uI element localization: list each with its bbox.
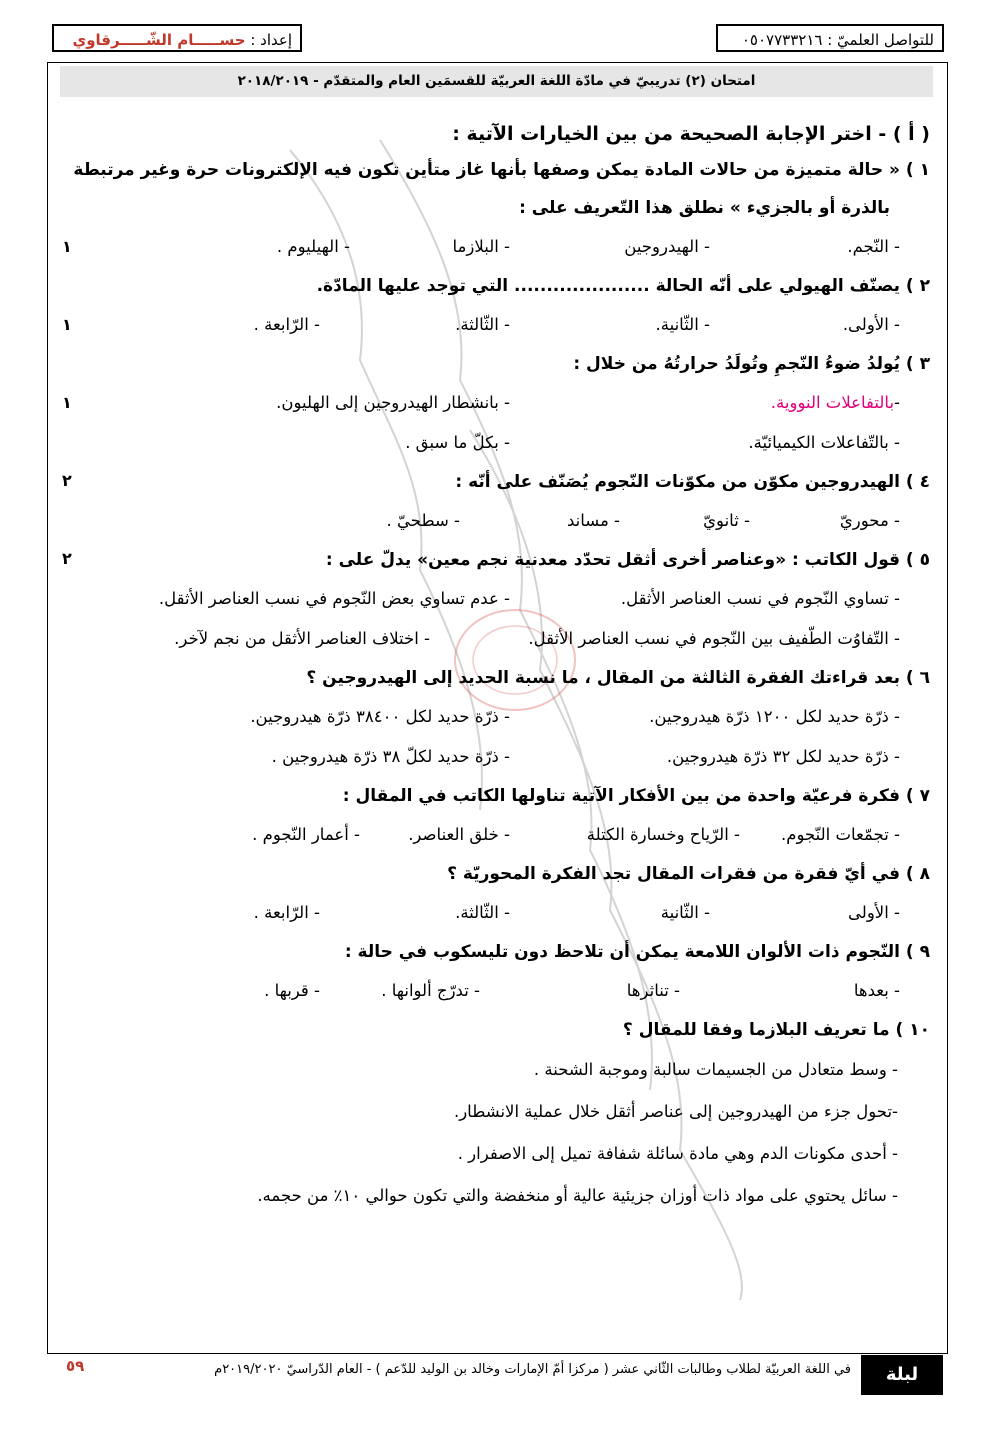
option[interactable]: - الأولى [848,903,900,922]
score: ١ [62,237,72,256]
question-3-options-b [60,423,930,463]
option[interactable]: - الثّانية. [655,315,710,334]
option[interactable]: - بكلّ ما سبق . [405,433,510,452]
option[interactable] [771,383,900,423]
question-1: ١ ) « حالة متميزة من حالات المادة يمكن وصفها بأنها غاز متأين تكون فيه الإلكترونات حرة وغير مرتبطة [73,160,930,180]
score: ٢ [62,471,72,490]
option[interactable]: - ثانويّ [703,511,750,530]
option[interactable]: - محوريّ [839,511,900,530]
option[interactable]: - أحدى مكونات الدم وهي مادة سائلة شفافة تميل إلى الاصفرار . [457,1144,898,1163]
option[interactable]: - قربها . [264,981,320,1000]
question-6-options-b [60,737,930,777]
exam-title: امتحان (٢) تدريبيّ في مادّة اللغة العربيّة للقسمَين العام والمتقدّم - ٢٠١٨/٢٠١٩ [60,66,933,97]
option[interactable]: - البلازما [452,237,510,256]
option[interactable]: - الثّالثة. [455,315,510,334]
page-number: ٥٩ [66,1357,85,1375]
score: ٢ [62,549,72,568]
option[interactable]: - اختلاف العناصر الأثقل من نجم لآخر. [174,629,430,648]
author-label: إعداد : [250,31,292,49]
question-4: ٤ ) الهيدروجين مكوّن من مكوّنات النّجوم يُصَنّف على أنّه : [455,472,930,492]
question-1-options [60,227,930,267]
option[interactable]: - بانشطار الهيدروجين إلى الهليون. [276,393,510,412]
question-6: ٦ ) بعد قراءتك الفقرة الثالثة من المقال ، ما نسبة الحديد إلى الهيدروجين ؟ [306,668,930,688]
option[interactable]: - الرّابعة . [253,903,320,922]
question-10: ١٠ ) ما تعريف البلازما وفقا للمقال ؟ [622,1020,930,1040]
brand-badge: لبلة الامتحان [861,1355,943,1395]
option[interactable]: - بعدها [853,981,900,1000]
footer-text: في اللغة العربيّة لطلاب وطالبات الثّاني عشر ( مركزا أمّ الإمارات وخالد بن الوليد للدّعم ) - العام الدّراسيّ ٢٠١٩/٢٠٢٠م [214,1362,851,1377]
option[interactable]: - تجمّعات النّجوم. [781,825,900,844]
footer [50,1355,943,1425]
option[interactable]: - الأولى. [842,315,900,334]
option[interactable]: - سطحيّ . [386,511,460,530]
option[interactable]: - ذرّة حديد لكلّ ٣٨ ذرّة هيدروجين . [271,747,510,766]
option[interactable]: - الرّابعة . [253,315,320,334]
option[interactable]: - الثّالثة. [455,903,510,922]
option[interactable]: - سائل يحتوي على مواد ذات أوزان جزيئية عالية أو منخفضة والتي تكون حوالي ١٠٪ من حجمه. [257,1186,898,1205]
option[interactable]: -تحول جزء من الهيدروجين إلى عناصر أثقل خلال عملية الانشطار. [453,1102,898,1121]
question-8-options [60,893,930,933]
score: ١ [62,315,72,334]
option[interactable]: - الهيدروجين [624,237,710,256]
option[interactable]: - ذرّة حديد لكل ١٢٠٠ ذرّة هيدروجين. [649,707,900,726]
question-1-continued: بالذرة أو بالجزيء » نطلق هذا التّعريف على : [519,198,890,218]
option[interactable]: - ذرّة حديد لكل ٣٨٤٠٠ ذرّة هيدروجين. [250,707,510,726]
option[interactable]: - الثّانية [660,903,710,922]
question-9: ٩ ) النّجوم ذات الألوان اللامعة يمكن أن تلاحظ دون تليسكوب في حالة : [344,942,930,962]
option[interactable]: - مساند [566,511,620,530]
option[interactable]: - الهيليوم . [276,237,350,256]
option[interactable]: - النّجم. [847,237,900,256]
author-box [52,24,302,52]
option[interactable]: - تدرّج ألوانها . [381,981,480,1000]
option[interactable]: - تناثرها [626,981,680,1000]
option-dash: - [894,393,900,412]
option[interactable]: - أعمار النّجوم . [252,825,360,844]
question-9-options [60,971,930,1011]
option[interactable]: - وسط متعادل من الجسيمات سالبة وموجبة الشحنة . [533,1060,898,1079]
selected-answer: بالتفاعلات النووية. [770,393,895,412]
question-3: ٣ ) يُولدُ ضوءُ النّجمِ وتُولَدُ حرارتُهُ من خلال : [573,354,930,374]
contact-box: للتواصل العلميّ : ٠٥٠٧٧٣٣٢١٦ [716,24,944,52]
question-5-options-b [60,619,930,659]
section-title: ( أ ) - اختر الإجابة الصحيحة من بين الخيارات الآتية : [452,123,930,145]
option[interactable]: - الرّياح وخسارة الكتلة [586,825,740,844]
question-2-options [60,305,930,345]
option[interactable]: - بالتّفاعلات الكيميائيّة. [748,433,900,452]
option[interactable]: - التّفاوُت الطّفيف بين النّجوم في نسب العناصر الأثقل. [528,629,900,648]
author-name: حســـــام الشّـــــرقاوي [72,31,246,49]
option[interactable]: - تساوي النّجوم في نسب العناصر الأثقل. [620,589,900,608]
question-2: ٢ ) يصنّف الهيولي على أنّه الحالة ..................... التي توجد عليها المادّة. [316,276,930,296]
option[interactable]: - ذرّة حديد لكل ٣٢ ذرّة هيدروجين. [666,747,900,766]
option[interactable]: - خلق العناصر. [408,825,510,844]
exam-content [60,115,930,1217]
question-7: ٧ ) فكرة فرعيّة واحدة من بين الأفكار الآتية تناولها الكاتب في المقال : [342,786,930,806]
question-6-options-a [60,697,930,737]
score: ١ [62,393,72,412]
question-3-options-a [60,383,930,423]
question-5: ٥ ) قول الكاتب : «وعناصر أخرى أثقل تحدّد معدنية نجم معين» يدلّ على : [325,550,930,570]
question-7-options [60,815,930,855]
question-8: ٨ ) في أيّ فقرة من فقرات المقال تجد الفكرة المحوريّة ؟ [447,864,930,884]
option[interactable]: - عدم تساوي بعض النّجوم في نسب العناصر الأثقل. [158,589,510,608]
